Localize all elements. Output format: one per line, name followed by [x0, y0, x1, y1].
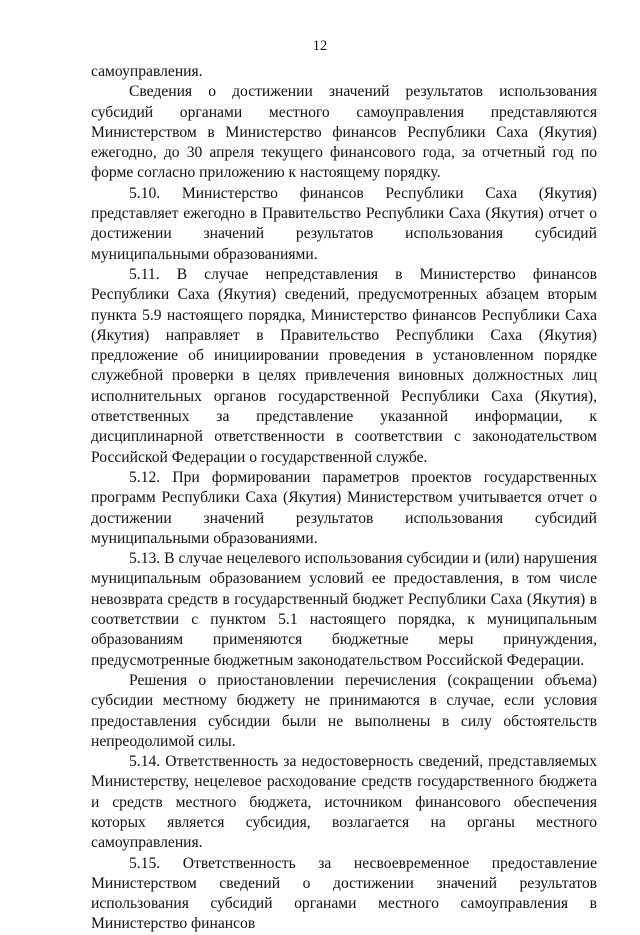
paragraph-5-11: 5.11. В случае непредставления в Министерство финансов Республики Саха (Якутия) сведений, предусмотренных абзацем вторым пункта 5.9 настоящего порядка, Министерство финансов Республики Саха (Якутия) направляет в Правительство Республики Саха (Якутия) предложение об инициировании проведения в установленном порядке служебной проверки в целях привлечения виновных должностных лиц исполнительных органов государственной Республики Саха (Якутия), ответственных за представление указанной информации, к дисциплинарной ответственности в соответствии с законодательством Российской Федерации о государственной службе. — [91, 265, 597, 466]
paragraph-continuation: самоуправления. — [91, 63, 203, 80]
page-number: 12 — [312, 38, 328, 54]
paragraph-5-13-decisions: Решения о приостановлении перечисления (сокращении объема) субсидии местному бюджету не принимаются в случае, если условия предоставления субсидии были не выполнены в силу обстоятельств непреодолимой силы. — [91, 671, 597, 750]
paragraph-5-14: 5.14. Ответственность за недостоверность сведений, представляемых Министерству, нецелевое расходование средств государственного бюджета и средств местного бюджета, источником финансового обеспечения которых является субсидия, возлагается на органы местного самоуправления. — [91, 753, 597, 852]
paragraph-5-10: 5.10. Министерство финансов Республики Саха (Якутия) представляет ежегодно в Правительство Республики Саха (Якутия) отчет о достижении значений результатов использования субсидий муниципальными образованиями. — [91, 184, 597, 263]
paragraph-5-12: 5.12. При формировании параметров проектов государственных программ Республики Саха (Якутия) Министерством учитывается отчет о достижении значений результатов использования субсидий муниципальными образованиями. — [91, 468, 597, 547]
document-body — [91, 62, 597, 935]
paragraph-5-13: 5.13. В случае нецелевого использования субсидии и (или) нарушения муниципальным образованием условий ее предоставления, в том числе невозврата средств в государственный бюджет Республики Саха (Якутия) в соответствии с пунктом 5.1 настоящего порядка, к муниципальным образованиям применяются бюджетные меры принуждения, предусмотренные бюджетным законодательством Российской Федерации. — [91, 550, 597, 669]
paragraph-5-9-reporting: Сведения о достижении значений результатов использования субсидий органами местного самоуправления представляются Министерством в Министерство финансов Республики Саха (Якутия) ежегодно, до 30 апреля текущего финансового года, за отчетный год по форме согласно приложению к настоящему порядку. — [91, 83, 597, 182]
paragraph-5-15: 5.15. Ответственность за несвоевременное предоставление Министерством сведений о достижении значений результатов использования субсидий органами местного самоуправления в Министерство финансов — [91, 854, 597, 933]
